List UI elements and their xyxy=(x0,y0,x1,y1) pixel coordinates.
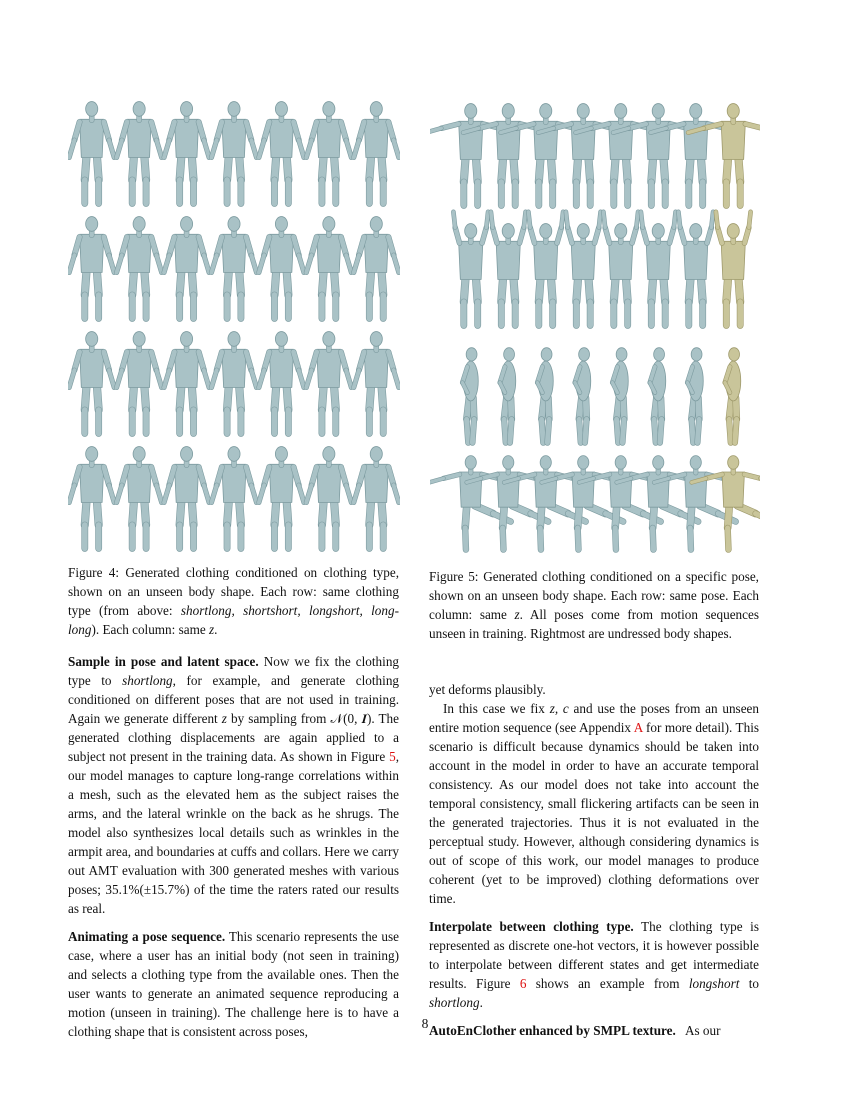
figure-4-mesh-longshort-2 xyxy=(117,332,162,434)
figure-5-mesh-arms-up-4 xyxy=(566,212,601,326)
figure-4-mesh-shortlong-7 xyxy=(354,102,399,204)
left-column-text xyxy=(68,652,399,1041)
figure-5-mesh-arms-up-3 xyxy=(528,212,563,326)
figure-4-mesh-longshort-6 xyxy=(306,332,351,434)
figure-5-mesh-side-8 xyxy=(725,348,741,443)
figure-4-mesh-shortlong-4 xyxy=(211,102,256,204)
figure-5 xyxy=(430,96,760,556)
figure-4-mesh-shortlong-5 xyxy=(259,102,304,204)
figure-4-mesh-longshort-3 xyxy=(164,332,209,434)
figure-4-mesh-shortlong-3 xyxy=(164,102,209,204)
figure-5-mesh-side-2 xyxy=(500,348,516,443)
figure-5-mesh-arms-up-8 xyxy=(716,212,751,326)
figure-4-mesh-longlong-5 xyxy=(259,447,304,549)
figure-5-mesh-arms-up-2 xyxy=(491,212,526,326)
figure-4-mesh-grid xyxy=(68,96,400,556)
paragraph-smpl-texture: AutoEnClother enhanced by SMPL texture. As our xyxy=(429,1023,721,1038)
paragraph-continuation: yet deforms plausibly. xyxy=(429,682,546,697)
figure-5-mesh-arms-up-6 xyxy=(641,212,676,326)
figure-4-label: Figure 4: xyxy=(68,565,120,580)
heading-smpl-texture: AutoEnClother enhanced by SMPL texture. xyxy=(429,1023,676,1038)
figure-5-mesh-side-1 xyxy=(462,348,478,443)
right-column-text xyxy=(429,680,759,1040)
figure-4-mesh-longshort-1 xyxy=(69,332,114,434)
figure-4-mesh-longlong-2 xyxy=(117,447,162,549)
figure-4-mesh-shortshort-7 xyxy=(354,217,399,319)
figure-4-mesh-longshort-4 xyxy=(211,332,256,434)
figure-5-mesh-side-5 xyxy=(612,348,628,443)
heading-animating-pose: Animating a pose sequence. xyxy=(68,929,226,944)
page-number: 8 xyxy=(421,1016,429,1031)
figure-5-mesh-arms-up-7 xyxy=(678,212,713,326)
figure-4-mesh-longshort-5 xyxy=(259,332,304,434)
figure-4-mesh-shortshort-3 xyxy=(164,217,209,319)
figure-5-mesh-side-7 xyxy=(687,348,703,443)
figure-5-mesh-grid xyxy=(430,96,760,556)
figure-4-mesh-shortlong-1 xyxy=(69,102,114,204)
figure-4-mesh-shortshort-6 xyxy=(306,217,351,319)
paragraph-animating-pose: Animating a pose sequence. This scenario represents the use case, where a user has an initial body (not seen in training) and selects a clothing type from the available ones. Then the user wants to generate an animated sequence reproducing a motion (unseen in training). The challenge here is to have a clothing shape that is consistent across poses, xyxy=(68,929,400,1039)
figure-4-mesh-shortlong-6 xyxy=(306,102,351,204)
figure-4-mesh-longlong-6 xyxy=(306,447,351,549)
figure-5-link[interactable]: 5 xyxy=(389,749,396,764)
figure-5-mesh-side-6 xyxy=(650,348,666,443)
figure-6-link[interactable]: 6 xyxy=(519,976,527,991)
figure-4 xyxy=(68,96,400,556)
figure-5-mesh-arms-up-5 xyxy=(603,212,638,326)
paragraph-fix-z-c: In this case we fix z, c and use the poses from an unseen entire motion sequence (see Appendix A for more detail). This scenario is difficult because dynamics should be taken into account in the model in order to have an accurate temporal consistency. As our model does not take into account the temporal consistency, small flickering artifacts can be seen in the generated trajectories. Thus it is not evaluated in the perceptual study. However, although considering dynamics is out of scope of this work, our model manages to produce coherent (yet to be improved) clothing deformations over time. xyxy=(429,701,759,906)
heading-sample-pose-latent: Sample in pose and latent space. xyxy=(68,654,259,669)
figure-4-mesh-longlong-7 xyxy=(354,447,399,549)
figure-4-mesh-shortlong-2 xyxy=(117,102,162,204)
figure-5-mesh-side-3 xyxy=(537,348,553,443)
figure-4-mesh-longshort-7 xyxy=(354,332,399,434)
figure-4-mesh-shortshort-5 xyxy=(259,217,304,319)
figure-4-mesh-longlong-1 xyxy=(69,447,114,549)
figure-5-mesh-side-4 xyxy=(575,348,591,443)
appendix-a-link[interactable]: A xyxy=(633,720,643,735)
figure-4-mesh-longlong-3 xyxy=(164,447,209,549)
figure-4-mesh-shortshort-2 xyxy=(117,217,162,319)
figure-4-mesh-shortshort-1 xyxy=(69,217,114,319)
figure-5-label: Figure 5: xyxy=(429,569,479,584)
figure-4-mesh-shortshort-4 xyxy=(211,217,256,319)
figure-5-mesh-arms-up-1 xyxy=(453,212,488,326)
paragraph-interpolate: Interpolate between clothing type. The clothing type is represented as discrete one-hot vectors, it is however possible to interpolate between different states and get intermediate results. Figure 6 shows an example from longshort to shortlong. xyxy=(429,919,759,1010)
heading-interpolate: Interpolate between clothing type. xyxy=(429,919,634,934)
figure-5-caption: Figure 5: Generated clothing conditioned on a specific pose, shown on an unseen body shape. Each row: same pose. Each column: same z. All poses come from motion sequences unseen in training. Rightmost are undressed body shapes. xyxy=(429,569,759,641)
paragraph-sample-pose-latent: Sample in pose and latent space. Now we fix the clothing type to shortlong, for example, and generate clothing conditioned on different poses that are not used in training. Again we generate different z by sampling from 𝒩(0, 𝑰). The generated clothing displacements are again applied to a subject not present in the training data. As shown in Figure 5, our model manages to capture long-range correlations within a mesh, such as the elevated hem as the subject raises the arms, and the lateral wrinkle on the back as he shrugs. The model also synthesizes local details such as wrinkles in the armpit area, and boundaries at cuffs and collars. Here we carry out AMT evaluation with 300 generated meshes with various poses; 35.1%(±15.7%) of the time the raters rated our results as real. xyxy=(68,654,400,916)
figure-4-mesh-longlong-4 xyxy=(211,447,256,549)
figure-4-caption: Figure 4: Generated clothing conditioned on clothing type, shown on an unseen body shape. Each row: same clothing type (from above: shortlong, shortshort, longshort, long-long). Each column: same z. xyxy=(68,565,399,637)
